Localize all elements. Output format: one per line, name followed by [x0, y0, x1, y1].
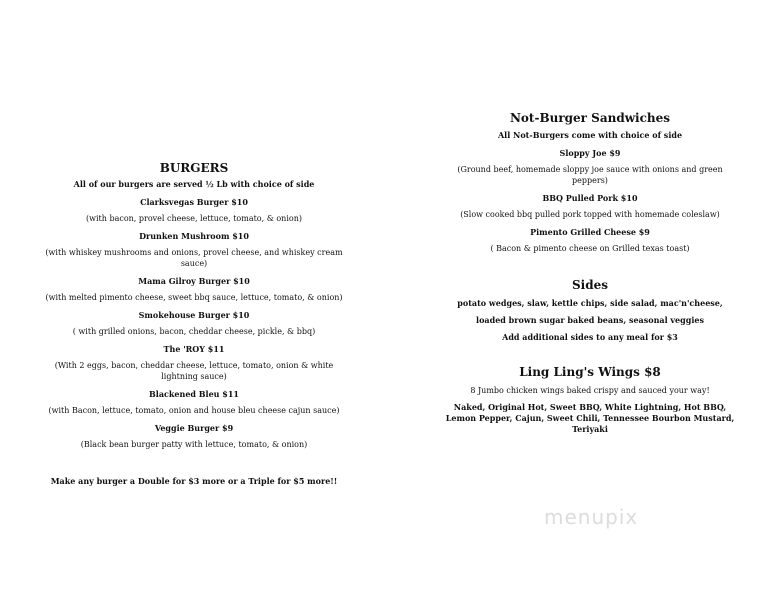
burger-item-desc: (with whiskey mushrooms and onions, provel cheese, and whiskey cream sauce): [45, 248, 343, 268]
burger-item-desc: (Black bean burger patty with lettuce, tomato, & onion): [80, 440, 308, 449]
burgers-title: BURGERS: [159, 161, 229, 175]
burger-item-desc: ( with grilled onions, bacon, cheddar cheese, pickle, & bbq): [72, 327, 316, 336]
not-burgers-subtitle: All Not-Burgers come with choice of side: [497, 130, 683, 140]
burgers-section: [40, 161, 348, 450]
not-burgers-section: [440, 111, 740, 254]
menupix-watermark: menupix: [544, 505, 639, 529]
burgers-subtitle: All of our burgers are served ½ Lb with choice of side: [73, 179, 315, 189]
burger-item-desc: (with Bacon, lettuce, tomato, onion and house bleu cheese cajun sauce): [48, 406, 340, 415]
sandwich-item-desc: (Ground beef, homemade sloppy joe sauce with onions and green peppers): [457, 165, 723, 185]
burger-item-name: Veggie Burger $9: [154, 423, 234, 433]
wings-title: Ling Ling's Wings $8: [519, 365, 661, 379]
burger-item-name: The 'ROY $11: [163, 344, 225, 354]
sides-title: Sides: [571, 278, 608, 292]
not-burgers-title: Not-Burger Sandwiches: [509, 111, 671, 125]
wings-flavors: Naked, Original Hot, Sweet BBQ, White Lightning, Hot BBQ, Lemon Pepper, Cajun, Sweet Chili, Tennessee Bourbon Mustard, Teriyaki: [445, 402, 735, 434]
sandwich-item-desc: (Slow cooked bbq pulled pork topped with homemade coleslaw): [460, 210, 720, 219]
sides-line: potato wedges, slaw, kettle chips, side salad, mac'n'cheese,: [457, 298, 723, 308]
burger-item-name: Blackened Bleu $11: [149, 389, 239, 399]
sides-line: loaded brown sugar baked beans, seasonal veggies: [476, 315, 704, 325]
sandwich-item-name: Pimento Grilled Cheese $9: [530, 227, 650, 237]
sandwich-item-name: BBQ Pulled Pork $10: [542, 193, 638, 203]
sandwich-item-name: Sloppy Joe $9: [559, 148, 621, 158]
sandwich-item-desc: ( Bacon & pimento cheese on Grilled texas toast): [490, 244, 690, 253]
burger-item-desc: (with bacon, provel cheese, lettuce, tomato, & onion): [86, 214, 302, 223]
wings-section: [440, 365, 740, 435]
sides-extra-note: Add additional sides to any meal for $3: [502, 332, 678, 342]
burger-item-name: Mama Gilroy Burger $10: [138, 276, 250, 286]
right-column: [440, 111, 740, 435]
burger-item-desc: (with melted pimento cheese, sweet bbq sauce, lettuce, tomato, & onion): [45, 293, 343, 302]
burgers-upgrade-note: Make any burger a Double for $3 more or a Triple for $5 more!!: [50, 476, 338, 486]
burger-item-name: Clarksvegas Burger $10: [140, 197, 248, 207]
burger-item-name: Drunken Mushroom $10: [139, 231, 249, 241]
burger-item-desc: (With 2 eggs, bacon, cheddar cheese, lettuce, tomato, onion & white lightning sauce): [54, 361, 334, 381]
burger-item-name: Smokehouse Burger $10: [138, 310, 250, 320]
wings-desc: 8 Jumbo chicken wings baked crispy and sauced your way!: [470, 386, 710, 395]
sides-section: [440, 278, 740, 343]
